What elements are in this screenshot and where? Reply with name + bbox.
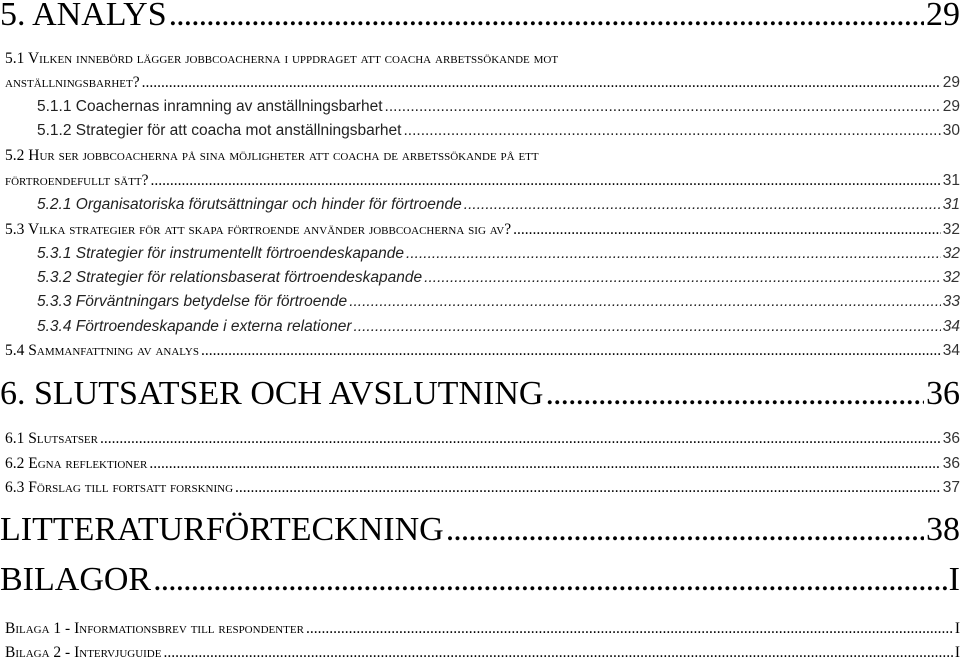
toc-entry-page: 37	[942, 479, 960, 496]
dot-leader	[169, 0, 924, 34]
dot-leader	[201, 342, 941, 360]
toc-entry-litteraturforteckning[interactable]	[0, 511, 960, 549]
toc-entry-title: Bilaga 1 - Informationsbrev till respondenter	[5, 620, 304, 637]
toc-entry-page: 36	[926, 375, 960, 412]
toc-entry-chapter-5[interactable]	[0, 0, 960, 34]
toc-entry-chapter-6[interactable]	[0, 375, 960, 413]
dot-leader	[151, 172, 941, 190]
toc-entry-page: 31	[942, 172, 960, 189]
dot-leader	[406, 245, 941, 263]
toc-entry-page: I	[948, 561, 960, 598]
toc-entry-bilaga-1[interactable]	[5, 620, 960, 638]
toc-entry-title: 5.3 Vilka strategier för att skapa förtroende använder jobbcoacherna sig av?	[5, 221, 512, 238]
toc-entry-title: Bilaga 2 - Intervjuguide	[5, 644, 162, 661]
toc-entry-5-4[interactable]	[5, 342, 960, 360]
toc-entry-6-1[interactable]	[5, 430, 960, 448]
toc-entry-5-1[interactable]	[5, 74, 960, 92]
toc-entry-page: 38	[926, 511, 960, 548]
toc-entry-title: LITTERATURFÖRTECKNING	[0, 511, 444, 548]
toc-entry-page: 32	[942, 269, 960, 286]
toc-entry-page: 30	[942, 122, 960, 139]
toc-entry-title: BILAGOR	[0, 561, 152, 598]
toc-entry-5-1-line1[interactable]: 5.1 Vilken innebörd lägger jobbcoacherna i uppdraget att coacha arbetssökande mot	[5, 50, 559, 67]
toc-entry-page: 36	[942, 455, 960, 472]
dot-leader	[163, 644, 952, 662]
dot-leader	[446, 511, 924, 549]
dot-leader	[354, 318, 941, 336]
toc-entry-title: 5.2.1 Organisatoriska förutsättningar och hinder för förtroende	[37, 196, 462, 213]
dot-leader	[149, 455, 940, 473]
toc-entry-6-2[interactable]	[5, 455, 960, 473]
toc-entry-title: 5.3.2 Strategier för relationsbaserat förtroendeskapande	[37, 269, 423, 286]
toc-entry-page: 29	[942, 98, 960, 115]
toc-entry-title: förtroendefullt sätt?	[5, 172, 149, 189]
dot-leader	[100, 430, 941, 448]
dot-leader	[403, 122, 940, 140]
toc-entry-5-3-2[interactable]	[37, 269, 960, 287]
toc-entry-page: 32	[942, 245, 960, 262]
toc-entry-title: 5. ANALYS	[0, 0, 167, 33]
toc-entry-5-2-1[interactable]	[37, 196, 960, 214]
toc-entry-title: 5.1.2 Strategier för att coacha mot anställningsbarhet	[37, 122, 402, 139]
dot-leader	[142, 74, 941, 92]
toc-entry-5-2[interactable]	[5, 172, 960, 190]
toc-entry-5-3-3[interactable]	[37, 293, 960, 311]
toc-entry-bilagor[interactable]	[0, 561, 960, 599]
toc-entry-page: 34	[942, 318, 960, 335]
toc-entry-page: 31	[942, 196, 960, 213]
dot-leader	[545, 375, 924, 413]
toc-entry-page: 32	[942, 221, 960, 238]
toc-entry-5-3-1[interactable]	[37, 245, 960, 263]
toc-entry-title: 6. SLUTSATSER OCH AVSLUTNING	[0, 375, 544, 412]
toc-entry-title: 5.3.4 Förtroendeskapande i externa relationer	[37, 318, 352, 335]
toc-entry-5-2-line1[interactable]: 5.2 Hur ser jobbcoacherna på sina möjligheter att coacha de arbetssökande på ett	[5, 147, 539, 164]
toc-entry-page: I	[954, 644, 960, 661]
dot-leader	[349, 293, 941, 311]
dot-leader	[235, 479, 941, 497]
dot-leader	[513, 221, 941, 239]
toc-entry-page: 29	[942, 74, 960, 91]
toc-entry-6-3[interactable]	[5, 479, 960, 497]
dot-leader	[424, 269, 941, 287]
toc-entry-title: 5.1.1 Coachernas inramning av anställningsbarhet	[37, 98, 383, 115]
toc-entry-bilaga-2[interactable]	[5, 644, 960, 662]
toc-entry-5-3[interactable]	[5, 221, 960, 239]
toc-entry-5-1-1[interactable]	[37, 98, 960, 116]
toc-entry-page: 33	[942, 293, 960, 310]
toc-entry-page: I	[954, 620, 960, 637]
toc-entry-page: 29	[926, 0, 960, 33]
dot-leader	[464, 196, 941, 214]
toc-entry-title: 6.2 Egna reflektioner	[5, 455, 148, 472]
toc-entry-page: 34	[942, 342, 960, 359]
toc-entry-title: 6.3 Förslag till fortsatt forskning	[5, 479, 234, 496]
toc-entry-5-1-2[interactable]	[37, 122, 960, 140]
dot-leader	[153, 561, 947, 599]
toc-entry-title: 6.1 Slutsatser	[5, 430, 98, 447]
toc-entry-title: 5.3.1 Strategier för instrumentellt förtroendeskapande	[37, 245, 405, 262]
dot-leader	[306, 620, 953, 638]
toc-entry-5-3-4[interactable]	[37, 318, 960, 336]
toc-entry-title: 5.4 Sammanfattning av analys	[5, 342, 199, 359]
toc-entry-title: anställningsbarhet?	[5, 74, 140, 91]
toc-entry-page: 36	[942, 430, 960, 447]
dot-leader	[385, 98, 941, 116]
toc-entry-title: 5.3.3 Förväntningars betydelse för förtroende	[37, 293, 348, 310]
